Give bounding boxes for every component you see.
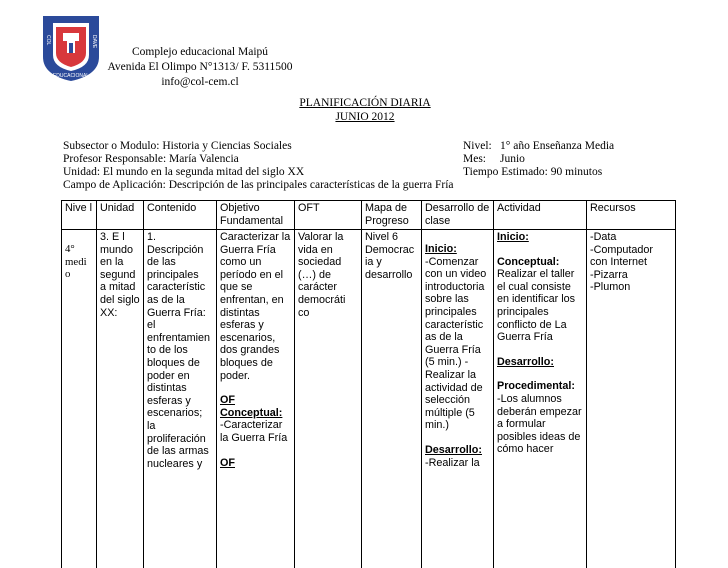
of-label: OF <box>220 394 291 407</box>
page-date: JUNIO 2012 <box>200 111 530 124</box>
cell-oft: Valorar la vida en sociedad (…) de carácter democráti co <box>295 230 362 568</box>
unidad-line: Unidad: El mundo en la segunda mitad del siglo XX <box>63 166 304 179</box>
cell-contenido: 1. Descripción de las principales característic as de la Guerra Fría: el enfrentamien to de los bloques de poder en distintas esferas y escenarios; la proliferación de las armas nucleares y <box>144 230 217 568</box>
objetivo-text: Caracterizar la Guerra Fría como un período en el que se enfrentan, en distintas esferas y escenarios, dos grandes bloques de poder. <box>220 231 291 382</box>
nivel-value: 1° año Enseñanza Media <box>500 140 614 153</box>
desarrollo-inicio-text: -Comenzar con un video introductoria sobre las principales característic as de la Guerra Fría (5 min.) -Realizar la actividad de selección múltiple (5 min.) <box>425 256 490 432</box>
svg-text:COL: COL <box>45 35 51 46</box>
institution-email: info@col-cem.cl <box>100 75 300 89</box>
header-oft: OFT <box>295 201 362 230</box>
page-title: PLANIFICACIÓN DIARIA <box>200 97 530 110</box>
header-actividad: Actividad <box>494 201 587 230</box>
of-label-2: OF <box>220 457 291 470</box>
header-recursos: Recursos <box>587 201 676 230</box>
cell-actividad <box>494 230 587 568</box>
cell-unidad: 3. E l mundo en la segund a mitad del siglo XX: <box>97 230 144 568</box>
actividad-inicio-label: Inicio: <box>497 231 583 244</box>
mes-value: Junio <box>500 153 525 166</box>
institution-name: Complejo educacional Maipú <box>100 45 300 59</box>
recurso-item: -Data <box>590 231 672 244</box>
header-mapa: Mapa de Progreso <box>362 201 422 230</box>
recurso-item: -Pizarra <box>590 269 672 282</box>
table-header-row <box>62 201 676 230</box>
cell-desarrollo <box>422 230 494 568</box>
header-desarrollo: Desarrollo de clase <box>422 201 494 230</box>
header-objetivo: Objetivo Fundamental <box>217 201 295 230</box>
campo-line: Campo de Aplicación: Descripción de las principales características de la guerra Fría <box>63 179 454 192</box>
subsector-line: Subsector o Modulo: Historia y Ciencias Sociales <box>63 140 292 153</box>
nivel-text: 4° medi o <box>65 243 93 281</box>
svg-text:EDUCACIONAL: EDUCACIONAL <box>53 73 89 79</box>
profesor-line: Profesor Responsable: María Valencia <box>63 153 239 166</box>
desarrollo-inicio-label: Inicio: <box>425 243 490 256</box>
actividad-desarrollo-label: Desarrollo: <box>497 356 583 369</box>
actividad-procedimental-label: Procedimental: <box>497 380 583 393</box>
header-contenido: Contenido <box>144 201 217 230</box>
of-conceptual-label: Conceptual: <box>220 407 291 420</box>
cell-mapa: Nivel 6 Democrac ia y desarrollo <box>362 230 422 568</box>
svg-text:DAVE: DAVE <box>91 35 97 49</box>
actividad-procedimental-text: -Los alumnos deberán empezar a formular posibles ideas de cómo hacer <box>497 393 583 456</box>
tiempo-line: Tiempo Estimado: 90 minutos <box>463 166 602 179</box>
institution-address: Avenida El Olimpo N°1313/ F. 5311500 <box>100 60 300 74</box>
actividad-conceptual-text: Realizar el taller el cual consiste en identificar los principales conflicto de La Guerra Fría <box>497 268 583 344</box>
nivel-label: Nivel: <box>463 140 492 153</box>
school-logo <box>40 13 102 83</box>
header-nivel: Nive l <box>62 201 97 230</box>
desarrollo-desarrollo-label: Desarrollo: <box>425 444 490 457</box>
header-unidad: Unidad <box>97 201 144 230</box>
planning-table <box>61 200 676 568</box>
of-conceptual-text: -Caracterizar la Guerra Fría <box>220 419 291 444</box>
table-row <box>62 230 676 568</box>
actividad-conceptual-label: Conceptual: <box>497 256 583 269</box>
cell-recursos <box>587 230 676 568</box>
recurso-item: -Plumon <box>590 281 672 294</box>
mes-label: Mes: <box>463 153 486 166</box>
cell-objetivo <box>217 230 295 568</box>
recurso-item: -Computador con Internet <box>590 244 672 269</box>
desarrollo-desarrollo-text: -Realizar la <box>425 457 490 470</box>
cell-nivel <box>62 230 97 568</box>
